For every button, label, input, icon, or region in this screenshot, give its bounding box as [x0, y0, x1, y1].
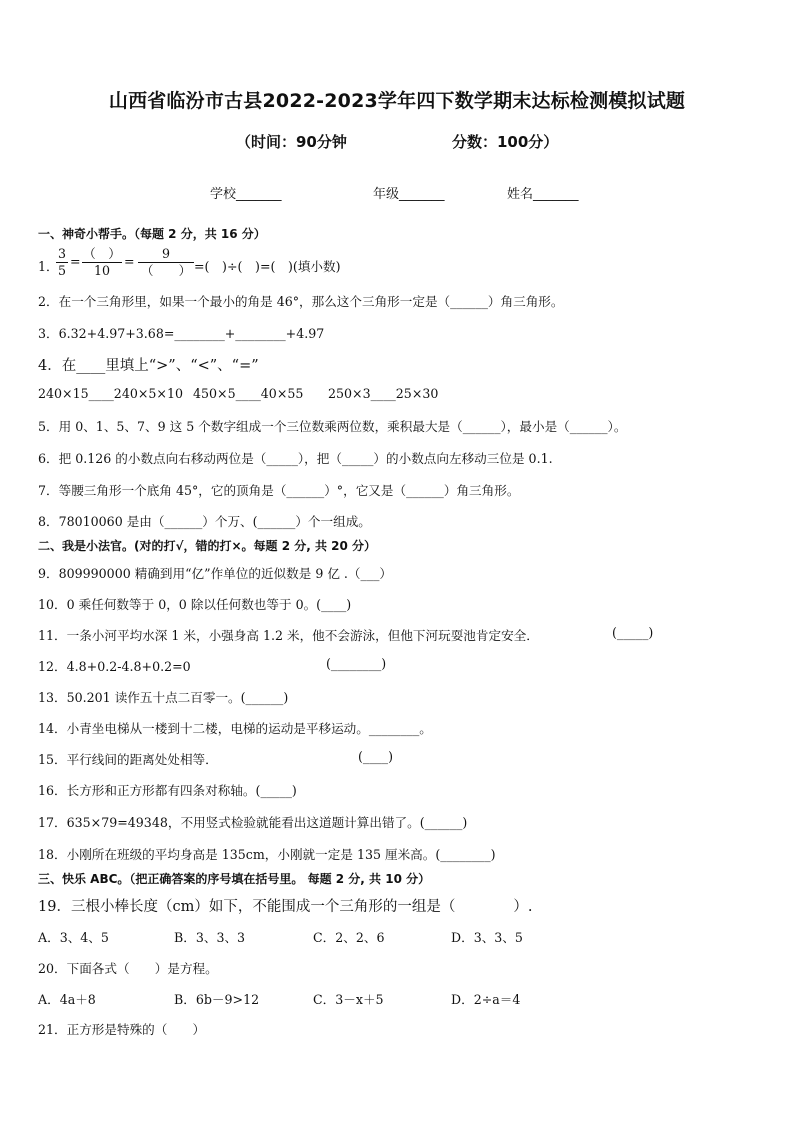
question-21[interactable]: 21．正方形是特殊的（ ） — [38, 1022, 206, 1037]
q19-option-b[interactable]: B．3、3、3 — [174, 930, 246, 945]
question-15: 15．平行线间的距离处处相等． — [38, 752, 218, 767]
q1-f2-denominator: 10 — [93, 263, 111, 278]
question-10[interactable]: 10．0 乘任何数等于 0，0 除以任何数也等于 0。(____) — [38, 597, 352, 612]
question-16[interactable]: 16．长方形和正方形都有四条对称轴。(_____) — [38, 783, 297, 798]
section-2-heading: 二、我是小法官。(对的打√，错的打×。每题 2 分, 共 20 分） — [38, 539, 377, 553]
grade-field[interactable]: 年级_______ — [373, 187, 445, 202]
question-18[interactable]: 18．小刚所在班级的平均身高是 135cm，小刚就一定是 135 厘米高。(________) — [38, 847, 496, 862]
q4-item-3[interactable]: 250×3____25×30 — [328, 386, 439, 401]
question-17[interactable]: 17．635×79=49348，不用竖式检验就能看出这道题计算出错了。(______) — [38, 815, 468, 830]
q1-f3-denominator[interactable]: （ ） — [140, 263, 192, 278]
q4-item-2[interactable]: 450×5____40×55 — [193, 386, 304, 401]
q20-option-a[interactable]: A．4a＋8 — [38, 992, 96, 1007]
q19-option-a[interactable]: A．3、4、5 — [38, 930, 109, 945]
question-8[interactable]: 8．78010060 是由（______）个万、(______）个一组成。 — [38, 514, 371, 529]
q1-f1-numerator: 3 — [57, 246, 66, 261]
name-field[interactable]: 姓名_______ — [507, 187, 579, 202]
q1-fraction-3 — [138, 247, 194, 278]
question-2[interactable]: 2．在一个三角形里，如果一个最小的角是 46°，那么这个三角形一定是（______）角三角形。 — [38, 294, 564, 309]
q1-f3-numerator: 9 — [161, 246, 170, 261]
section-1-heading: 一、神奇小帮手。（每题 2 分，共 16 分） — [38, 227, 266, 241]
question-7[interactable]: 7．等腰三角形一个底角 45°，它的顶角是（______）°，它又是（______）角三角形。 — [38, 483, 520, 498]
question-14[interactable]: 14．小青坐电梯从一楼到十二楼，电梯的运动是平移运动。________。 — [38, 721, 432, 736]
q11-answer-blank[interactable]: (_____) — [612, 625, 654, 640]
question-20[interactable]: 20．下面各式（ ）是方程。 — [38, 961, 218, 976]
q20-option-c[interactable]: C．3－x＋5 — [313, 992, 384, 1007]
question-13[interactable]: 13．50.201 读作五十点二百零一。(______) — [38, 690, 289, 705]
page-title: 山西省临汾市古县2022-2023学年四下数学期末达标检测模拟试题 — [108, 90, 686, 112]
q1-equals-2: = — [124, 254, 135, 269]
exam-score: 分数：100分） — [452, 133, 559, 151]
q19-option-d[interactable]: D．3、3、5 — [451, 930, 523, 945]
question-5[interactable]: 5．用 0、1、5、7、9 这 5 个数字组成一个三位数乘两位数，乘积最大是（______），最小是（______）。 — [38, 419, 627, 434]
q20-option-d[interactable]: D．2÷a＝4 — [451, 992, 521, 1007]
question-6[interactable]: 6．把 0.126 的小数点向右移动两位是（_____），把（_____）的小数点向左移动三位是 0.1. — [38, 451, 553, 466]
exam-time: （时间：90分钟 — [236, 133, 347, 151]
section-3-heading: 三、快乐 ABC。（把正确答案的序号填在括号里。 每题 2 分, 共 10 分） — [38, 872, 431, 886]
q12-answer-blank[interactable]: (________) — [326, 656, 387, 671]
school-field[interactable]: 学校_______ — [210, 187, 282, 202]
question-9[interactable]: 9．809990000 精确到用“亿”作单位的近似数是 9 亿 .（___） — [38, 566, 393, 581]
q4-item-1[interactable]: 240×15____240×5×10 — [38, 386, 183, 401]
q19-option-c[interactable]: C．2、2、6 — [313, 930, 385, 945]
question-11: 11．一条小河平均水深 1 米，小强身高 1.2 米，他不会游泳，但他下河玩耍池肯定安全． — [38, 628, 539, 643]
q20-option-b[interactable]: B．6b－9>12 — [174, 992, 260, 1007]
question-4: 4．在____里填上“>”、“<”、“=” — [38, 358, 259, 374]
q1-fraction-1 — [56, 247, 68, 278]
q1-f1-denominator: 5 — [57, 263, 66, 278]
q1-f2-numerator[interactable]: （ ） — [83, 246, 121, 261]
question-19[interactable]: 19．三根小棒长度（cm）如下，不能围成一个三角形的一组是（ ）. — [38, 899, 533, 915]
q1-fraction-2 — [82, 247, 122, 278]
question-12: 12．4.8+0.2-4.8+0.2=0 — [38, 659, 191, 674]
q1-rest[interactable]: =( )÷( )=( )(填小数) — [194, 259, 341, 274]
q15-answer-blank[interactable]: (____) — [358, 749, 394, 764]
q1-number: 1． — [38, 259, 59, 274]
q1-equals-1: = — [70, 254, 81, 269]
question-3[interactable]: 3．6.32+4.97+3.68=________+________+4.97 — [38, 326, 325, 341]
